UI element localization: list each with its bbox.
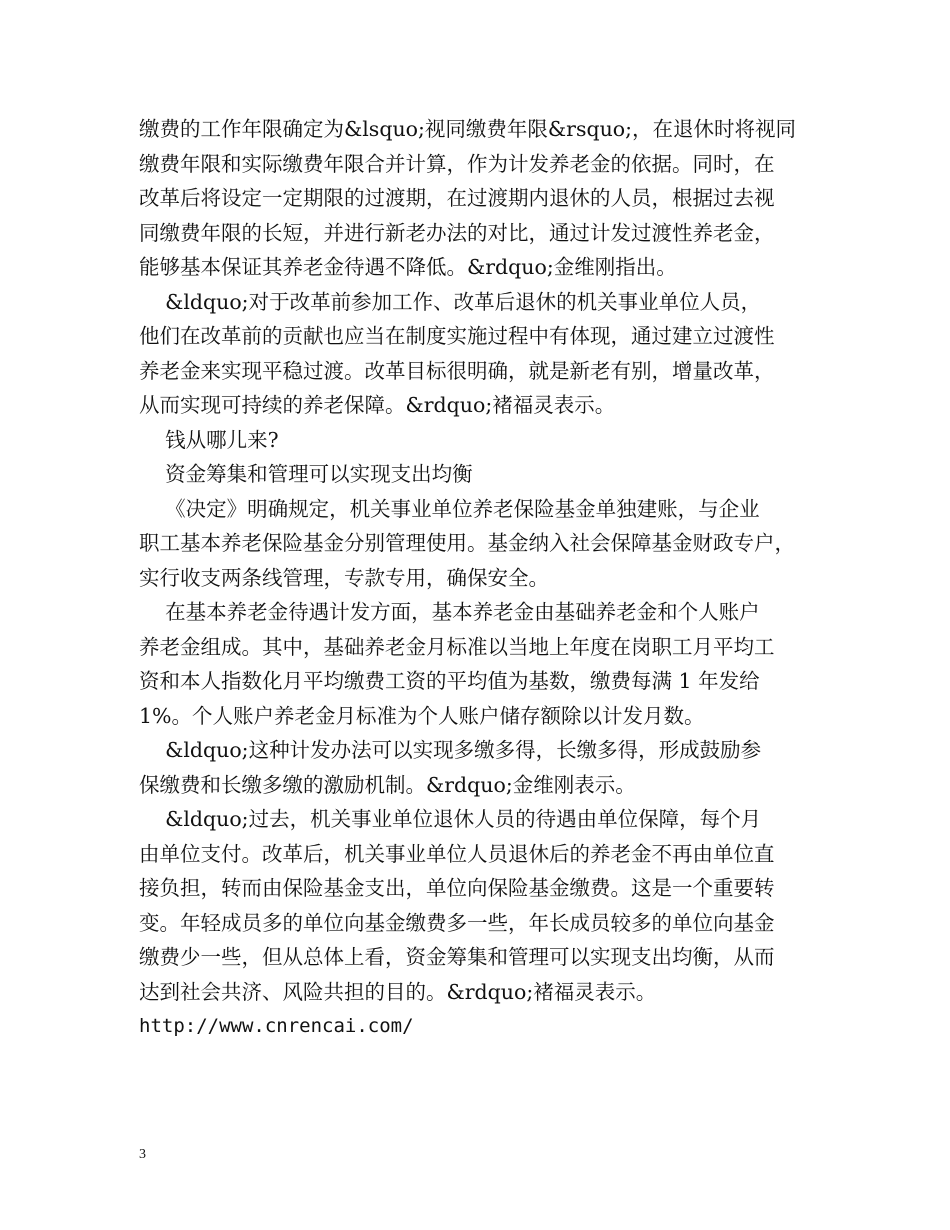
text-line: 保缴费和长缴多缴的激励机制。&rdquo;金维刚表示。	[139, 772, 636, 797]
text-line: 缴费少一些，但从总体上看，资金筹集和管理可以实现支出均衡，从而	[139, 945, 775, 969]
text-line: 实行收支两条线管理，专款专用，确保安全。	[139, 565, 549, 590]
text-line: 缴费年限和实际缴费年限合并计算，作为计发养老金的依据。同时，在	[139, 151, 775, 176]
text-line: 职工基本养老保险基金分别管理使用。基金纳入社会保障基金财政专户，	[139, 531, 795, 555]
text-line: 改革后将设定一定期限的过渡期，在过渡期内退休的人员，根据过去视	[139, 186, 775, 210]
text-line: 1%。个人账户养老金月标准为个人账户储存额除以计发月数。	[139, 703, 705, 728]
text-line: 变。年轻成员多的单位向基金缴费多一些，年长成员较多的单位向基金	[139, 910, 775, 935]
text-line: 从而实现可持续的养老保障。&rdquo;褚福灵表示。	[139, 393, 616, 417]
text-line: 他们在改革前的贡献也应当在制度实施过程中有体现，通过建立过渡性	[139, 324, 775, 348]
text-line: 《决定》明确规定，机关事业单位养老保险基金单独建账，与企业	[139, 496, 760, 521]
text-line: 达到社会共济、风险共担的目的。&rdquo;褚福灵表示。	[139, 979, 657, 1004]
section-question: 钱从哪儿来?	[139, 427, 279, 452]
text-line: &ldquo;对于改革前参加工作、改革后退休的机关事业单位人员，	[139, 289, 762, 314]
text-line: 由单位支付。改革后，机关事业单位人员退休后的养老金不再由单位直	[139, 841, 775, 866]
source-url: http://www.cnrencai.com/	[139, 1015, 414, 1037]
text-line: 能够基本保证其养老金待遇不降低。&rdquo;金维刚指出。	[139, 255, 677, 279]
text-line: 资和本人指数化月平均缴费工资的平均值为基数，缴费每满 1 年发给	[139, 669, 760, 693]
text-line: &ldquo;过去，机关事业单位退休人员的待遇由单位保障，每个月	[139, 807, 762, 831]
text-line: 缴费的工作年限确定为&lsquo;视同缴费年限&rsquo;，在退休时将视同	[139, 117, 797, 141]
body-text	[139, 112, 839, 1044]
text-line: &ldquo;这种计发办法可以实现多缴多得，长缴多得，形成鼓励参	[139, 738, 762, 762]
text-line: 接负担，转而由保险基金支出，单位向保险基金缴费。这是一个重要转	[139, 876, 775, 900]
section-heading: 资金筹集和管理可以实现支出均衡	[139, 462, 473, 486]
page-number: 3	[139, 1147, 146, 1162]
text-line: 同缴费年限的长短，并进行新老办法的对比，通过计发过渡性养老金，	[139, 220, 775, 245]
text-line: 养老金组成。其中，基础养老金月标准以当地上年度在岗职工月平均工	[139, 634, 775, 659]
text-line: 在基本养老金待遇计发方面，基本养老金由基础养老金和个人账户	[139, 600, 760, 624]
text-line: 养老金来实现平稳过渡。改革目标很明确，就是新老有别，增量改革，	[139, 358, 775, 383]
